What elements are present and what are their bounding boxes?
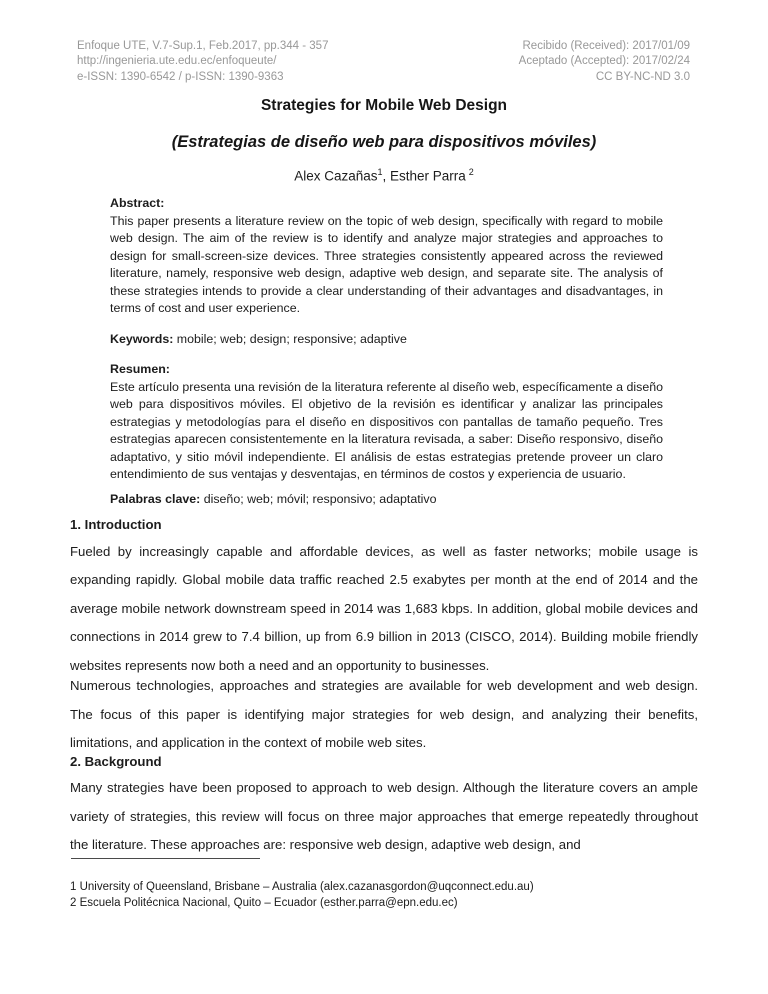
journal-url: http://ingenieria.ute.edu.ec/enfoqueute/ — [77, 55, 277, 68]
resumen-label: Resumen: — [110, 362, 170, 377]
journal-citation: Enfoque UTE, V.7-Sup.1, Feb.2017, pp.344 - 357 — [77, 40, 329, 52]
accepted-date: Aceptado (Accepted): 2017/02/24 — [518, 55, 690, 68]
abstract-text: This paper presents a literature review on the topic of web design, specifically with regard to mobile web design. The aim of the review is to identify and analyze major strategies and approaches to design for small-screen-size devices. Three strategies consistently appeared across the reviewed literature, namely, responsive web design, adaptive web design, and separate site. The analysis of these strategies intends to provide a clear understanding of their advantages and disadvantages, in terms of cost and user experience. — [110, 213, 663, 316]
keywords-line — [110, 331, 663, 349]
abstract-block — [110, 195, 663, 318]
section-2-heading: 2. Background — [70, 753, 162, 769]
section-1-paragraph-1: Fueled by increasingly capable and affordable devices, as well as faster networks; mobile usage is expanding rapidly. Global mobile data traffic reached 2.5 exabytes per month at the end of 2014 and the average mobile network downstream speed in 2014 was 1,683 kbps. In addition, global mobile devices and connections in 2014 grew to 7.4 billion, up from 6.9 billion in 2013 (CISCO, 2014). Building mobile friendly websites represents now both a need and an opportunity to businesses. — [70, 543, 698, 673]
author-1-affiliation-mark: 1 — [377, 166, 383, 177]
authors-separator: , — [382, 168, 391, 184]
section-1-heading: 1. Introduction — [70, 517, 162, 533]
keywords-label: Keywords: — [110, 331, 174, 346]
abstract-label: Abstract: — [110, 196, 165, 211]
footnote-2: 2 Escuela Politécnica Nacional, Quito – Ecuador (esther.parra@epn.edu.ec) — [70, 897, 458, 910]
journal-header-left — [77, 39, 328, 85]
journal-header — [77, 39, 690, 85]
journal-issn: e-ISSN: 1390-6542 / p-ISSN: 1390-9363 — [77, 70, 284, 83]
keywords-text: mobile; web; design; responsive; adaptive — [173, 331, 407, 346]
author-2: Esther Parra — [390, 168, 466, 184]
received-date: Recibido (Received): 2017/01/09 — [522, 40, 690, 52]
palabras-clave-label: Palabras clave: — [110, 491, 201, 506]
footnote-1: 1 University of Queensland, Brisbane – Australia (alex.cazanasgordon@uqconnect.edu.au) — [70, 880, 534, 893]
authors-line — [0, 164, 768, 185]
palabras-clave-line — [110, 491, 663, 509]
paper-body — [70, 517, 698, 912]
section-2-paragraph-1: Many strategies have been proposed to approach to web design. Although the literature covers an ample variety of strategies, this review will focus on three major approaches that emerge repeatedly throughout the literature. These approaches are: responsive web design, adaptive web design, and — [70, 780, 698, 853]
author-2-affiliation-mark: 2 — [468, 166, 474, 177]
palabras-clave-text: diseño; web; móvil; responsivo; adaptativo — [200, 491, 437, 506]
paper-subtitle: (Estrategias de diseño web para dispositivos móviles) — [171, 132, 597, 151]
author-1: Alex Cazañas — [294, 168, 378, 184]
paper-title: Strategies for Mobile Web Design — [260, 96, 508, 114]
footnotes — [70, 879, 698, 912]
section-1-paragraph-2: Numerous technologies, approaches and strategies are available for web development and web design. The focus of this paper is identifying major strategies for web design, and analyzing their benefits, limitations, and application in the context of mobile web sites. — [70, 678, 698, 751]
license-label: CC BY-NC-ND 3.0 — [595, 70, 690, 83]
journal-header-right — [519, 39, 690, 85]
resumen-block — [110, 361, 663, 484]
resumen-text: Este artículo presenta una revisión de la literatura referente al diseño web, específicamente a diseño web para dispositivos móviles. El objetivo de la revisión es identificar y analizar las principales estrategias y metodologías para el diseño en dispositivos con pantallas de tamaño pequeño. Tres estrategias aparecen consistentemente en la literatura revisada, a saber: Diseño responsivo, diseño adaptativo, y sitio móvil independiente. El análisis de estas estrategias pretende proveer un claro entendimiento de sus ventajas y desventajas, en términos de costos y experiencia de usuario. — [110, 379, 663, 482]
